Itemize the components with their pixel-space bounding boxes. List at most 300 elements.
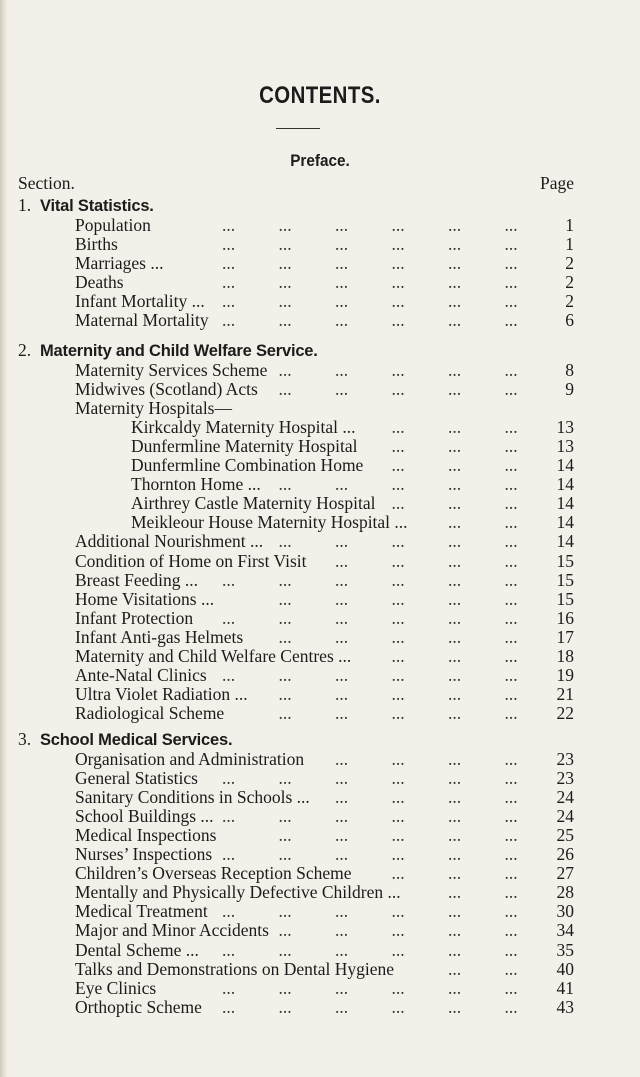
toc-entry-page: 22 <box>556 703 574 724</box>
toc-entry <box>131 512 574 532</box>
toc-entry-label: Dunfermline Combination Home <box>131 455 364 475</box>
leader-dot-group: ... <box>448 310 462 330</box>
leader-dot-group: ... <box>278 214 292 235</box>
leader-dot-group: ... <box>504 786 518 807</box>
leader-dot-group: ... <box>504 863 518 884</box>
leader-dot-group: ... <box>448 824 462 845</box>
toc-entry-label: Maternity Services Scheme <box>75 359 268 380</box>
leader-dot-group: ... <box>391 996 405 1017</box>
toc-entry-label: Dunfermline Maternity Hospital <box>131 435 358 456</box>
section-column-header: Section. <box>18 173 75 193</box>
section-title: Maternity and Child Welfare Service. <box>40 342 318 360</box>
toc-entry <box>75 684 574 704</box>
leader-dot-group: ... <box>448 569 462 590</box>
section-title: Vital Statistics. <box>40 197 154 215</box>
toc-entry-label: Airthrey Castle Maternity Hospital <box>131 493 376 514</box>
toc-entry-label: Kirkcaldy Maternity Hospital ... <box>131 416 356 437</box>
toc-entry-page: 9 <box>565 378 574 399</box>
leader-dot-group: ... <box>222 844 236 864</box>
leader-dot-group: ... <box>448 684 462 705</box>
leader-dot-group: ... <box>504 359 518 380</box>
leader-dot-group: ... <box>391 569 405 590</box>
leader-dot-group: ... <box>335 748 349 769</box>
leader-dot-group: ... <box>448 252 462 273</box>
leader-dot-group: ... <box>504 474 518 495</box>
toc-entry <box>75 310 574 330</box>
toc-entry-label: Meikleour House Maternity Hospital ... <box>131 512 408 533</box>
toc-entry-page: 27 <box>556 863 574 884</box>
toc-entry-page: 14 <box>556 474 574 495</box>
leader-dot-group: ... <box>278 531 292 552</box>
toc-entry-label: Midwives (Scotland) Acts <box>75 378 258 399</box>
toc-entry <box>75 589 574 609</box>
leader-dot-group: ... <box>391 531 405 552</box>
leader-dot-group: ... <box>278 233 292 254</box>
leader-dot-group: ... <box>504 996 518 1017</box>
toc-entry-label: Medical Inspections <box>75 824 217 845</box>
leader-dot-group: ... <box>278 684 292 705</box>
leader-dot-group: ... <box>278 920 292 941</box>
toc-entry <box>75 863 574 883</box>
leader-dot-group: ... <box>504 252 518 273</box>
leader-dot-group: ... <box>391 359 405 380</box>
leader-dot-group: ... <box>448 996 462 1017</box>
leader-dot-group: ... <box>504 882 518 903</box>
leader-dot-group: ... <box>504 493 518 514</box>
toc-entry <box>75 665 574 685</box>
leader-dot-group: ... <box>335 252 349 273</box>
leader-dot-group: ... <box>278 767 292 788</box>
toc-entry-label: School Buildings ... <box>75 805 214 826</box>
leader-dot-group: ... <box>222 977 236 998</box>
toc-entry-label: Infant Anti-gas Helmets <box>75 626 244 647</box>
leader-dot-group: ... <box>222 214 236 235</box>
toc-entry-page: 24 <box>556 805 574 826</box>
leader-dot-group: ... <box>448 550 462 571</box>
leader-dot-group: ... <box>335 378 349 399</box>
toc-entry-label: Talks and Demonstrations on Dental Hygiene <box>75 958 395 979</box>
leader-dot-group: ... <box>278 901 292 922</box>
toc-entry <box>75 703 574 723</box>
toc-entry <box>75 978 574 998</box>
leader-dot-group: ... <box>335 626 349 647</box>
leader-dot-group: ... <box>448 665 462 686</box>
leader-dot-group: ... <box>335 844 349 864</box>
toc-entry-page: 1 <box>565 214 574 235</box>
toc-entry <box>75 940 574 960</box>
toc-entry <box>75 749 574 769</box>
leader-dot-group: ... <box>391 493 405 514</box>
leader-dot-group: ... <box>278 824 292 845</box>
toc-entry-page: 34 <box>556 920 574 941</box>
toc-entry-label: Infant Mortality ... <box>75 290 205 311</box>
toc-entry-page: 15 <box>556 588 574 609</box>
leader-dot-group: ... <box>504 977 518 998</box>
leader-dot-group: ... <box>504 824 518 845</box>
leader-dot-group: ... <box>448 939 462 960</box>
leader-dot-group: ... <box>391 290 405 311</box>
leader-dot-group: ... <box>448 920 462 941</box>
section-title: School Medical Services. <box>40 731 233 749</box>
toc-entry <box>75 570 574 590</box>
leader-dot-group: ... <box>448 271 462 292</box>
toc-entry-page: 2 <box>565 252 574 273</box>
leader-dot-group: ... <box>448 512 462 533</box>
leader-dot-group: ... <box>504 646 518 666</box>
leader-dot-group: ... <box>448 233 462 254</box>
toc-entry-label: Condition of Home on First Visit <box>75 550 307 571</box>
leader-dot-group: ... <box>391 901 405 922</box>
leader-dot-group: ... <box>222 233 236 254</box>
leader-dot-group: ... <box>391 939 405 960</box>
toc-entry-page: 35 <box>556 939 574 960</box>
leader-dot-group: ... <box>504 767 518 788</box>
leader-dot-group: ... <box>504 684 518 705</box>
leader-dot-group: ... <box>278 271 292 292</box>
leader-dot-group: ... <box>278 844 292 864</box>
toc-entry-label: Children’s Overseas Reception Scheme <box>75 863 352 884</box>
toc-entry-page: 16 <box>556 607 574 628</box>
toc-entry-page: 2 <box>565 290 574 311</box>
leader-dot-group: ... <box>391 703 405 724</box>
leader-dot-group: ... <box>448 901 462 922</box>
leader-dot-group: ... <box>391 626 405 647</box>
page-edge-shadow <box>0 0 8 1077</box>
leader-dot-group: ... <box>504 233 518 254</box>
toc-entry <box>131 493 574 513</box>
leader-dot-group: ... <box>504 416 518 437</box>
leader-dot-group: ... <box>335 767 349 788</box>
leader-dot-group: ... <box>504 844 518 864</box>
leader-dot-group: ... <box>222 767 236 788</box>
toc-entry-label: Organisation and Administration <box>75 748 305 769</box>
toc-entry <box>75 844 574 864</box>
toc-entry-label: Deaths <box>75 271 124 292</box>
leader-dot-group: ... <box>222 271 236 292</box>
section-number: 2. <box>18 340 32 360</box>
toc-entry <box>75 882 574 902</box>
leader-dot-group: ... <box>504 512 518 533</box>
toc-entry <box>131 455 574 475</box>
leader-dot-group: ... <box>222 252 236 273</box>
page-column-header: Page <box>539 173 574 193</box>
leader-dot-group: ... <box>335 920 349 941</box>
toc-entry-page: 41 <box>556 977 574 998</box>
leader-dot-group: ... <box>278 996 292 1017</box>
leader-dot-group: ... <box>448 214 462 235</box>
toc-entry-label: Population <box>75 214 151 235</box>
toc-entry-label: Thornton Home ... <box>131 474 261 495</box>
leader-dot-group: ... <box>504 378 518 399</box>
leader-dot-group: ... <box>391 378 405 399</box>
toc-entry-label: Dental Scheme ... <box>75 939 199 960</box>
leader-dot-group: ... <box>504 588 518 609</box>
leader-dot-group: ... <box>391 844 405 864</box>
toc-entry-page: 40 <box>556 958 574 979</box>
leader-dot-group: ... <box>391 920 405 941</box>
toc-entry <box>75 253 574 273</box>
toc-entry <box>131 474 574 494</box>
leader-dot-group: ... <box>448 531 462 552</box>
toc-entry <box>75 787 574 807</box>
leader-dot-group: ... <box>448 863 462 884</box>
leader-dot-group: ... <box>335 901 349 922</box>
leader-dot-group: ... <box>504 607 518 628</box>
toc-entry-page: 13 <box>556 416 574 437</box>
leader-dot-group: ... <box>278 359 292 380</box>
toc-entry-label: Sanitary Conditions in Schools ... <box>75 786 310 807</box>
leader-dot-group: ... <box>335 588 349 609</box>
leader-dot-group: ... <box>391 214 405 235</box>
leader-dot-group: ... <box>278 939 292 960</box>
leader-dot-group: ... <box>335 474 349 495</box>
toc-entry-page: 28 <box>556 882 574 903</box>
leader-dot-group: ... <box>278 703 292 724</box>
leader-dot-group: ... <box>391 252 405 273</box>
leader-dot-group: ... <box>278 607 292 628</box>
leader-dot-group: ... <box>504 805 518 826</box>
leader-dot-group: ... <box>335 996 349 1017</box>
title-rule <box>276 128 320 129</box>
toc-entry-page: 14 <box>556 493 574 514</box>
toc-entry-label: Mentally and Physically Defective Children ... <box>75 882 401 903</box>
toc-entry <box>75 920 574 940</box>
leader-dot-group: ... <box>448 626 462 647</box>
leader-dot-group: ... <box>335 271 349 292</box>
leader-dot-group: ... <box>222 665 236 686</box>
leader-dot-group: ... <box>448 646 462 666</box>
toc-entry-page: 15 <box>556 550 574 571</box>
section-number: 1. <box>18 195 32 215</box>
leader-dot-group: ... <box>335 310 349 330</box>
leader-dot-group: ... <box>448 786 462 807</box>
toc-entry <box>75 531 574 551</box>
leader-dot-group: ... <box>335 805 349 826</box>
leader-dot-group: ... <box>391 474 405 495</box>
leader-dot-group: ... <box>335 607 349 628</box>
leader-dot-group: ... <box>448 748 462 769</box>
leader-dot-group: ... <box>278 626 292 647</box>
toc-entry-label: Additional Nourishment ... <box>75 531 264 552</box>
leader-dot-group: ... <box>391 310 405 330</box>
toc-entry-page: 13 <box>556 435 574 456</box>
leader-dot-group: ... <box>504 901 518 922</box>
leader-dot-group: ... <box>335 703 349 724</box>
leader-dot-group: ... <box>504 703 518 724</box>
leader-dot-group: ... <box>335 977 349 998</box>
leader-dot-group: ... <box>448 805 462 826</box>
leader-dot-group: ... <box>278 665 292 686</box>
toc-entry-page: 8 <box>565 359 574 380</box>
leader-dot-group: ... <box>504 920 518 941</box>
leader-dot-group: ... <box>504 435 518 456</box>
leader-dot-group: ... <box>391 786 405 807</box>
leader-dot-group: ... <box>391 684 405 705</box>
toc-entry <box>75 272 574 292</box>
section-heading <box>18 340 318 361</box>
toc-entry-label: Infant Protection <box>75 607 194 628</box>
leader-dot-group: ... <box>278 588 292 609</box>
preface-heading: Preface. <box>290 151 350 170</box>
leader-dot-group: ... <box>335 665 349 686</box>
leader-dot-group: ... <box>222 569 236 590</box>
toc-entry-page: 2 <box>565 271 574 292</box>
toc-entry-page: 30 <box>556 901 574 922</box>
leader-dot-group: ... <box>448 435 462 456</box>
toc-entry-label: Maternity Hospitals— <box>75 397 232 418</box>
leader-dot-group: ... <box>448 767 462 788</box>
leader-dot-group: ... <box>222 939 236 960</box>
toc-entry-page: 17 <box>556 626 574 647</box>
leader-dot-group: ... <box>448 588 462 609</box>
toc-entry <box>75 379 574 399</box>
leader-dot-group: ... <box>391 805 405 826</box>
toc-entry <box>75 825 574 845</box>
leader-dot-group: ... <box>391 646 405 666</box>
toc-entry-label: Marriages ... <box>75 252 164 273</box>
leader-dot-group: ... <box>335 290 349 311</box>
leader-dot-group: ... <box>391 455 405 475</box>
toc-entry <box>75 608 574 628</box>
leader-dot-group: ... <box>391 271 405 292</box>
section-heading <box>18 195 154 216</box>
leader-dot-group: ... <box>504 569 518 590</box>
leader-dot-group: ... <box>222 290 236 311</box>
leader-dot-group: ... <box>504 748 518 769</box>
leader-dot-group: ... <box>335 550 349 571</box>
leader-dot-group: ... <box>391 588 405 609</box>
leader-dot-group: ... <box>504 939 518 960</box>
leader-dot-group: ... <box>448 378 462 399</box>
leader-dot-group: ... <box>335 233 349 254</box>
toc-entry <box>75 768 574 788</box>
leader-dot-group: ... <box>448 703 462 724</box>
toc-entry-label: Maternal Mortality <box>75 310 209 330</box>
leader-dot-group: ... <box>504 958 518 979</box>
toc-entry-label: Maternity and Child Welfare Centres ... <box>75 646 352 666</box>
leader-dot-group: ... <box>278 290 292 311</box>
leader-dot-group: ... <box>222 901 236 922</box>
toc-entry-label: Eye Clinics <box>75 977 157 998</box>
leader-dot-group: ... <box>504 271 518 292</box>
leader-dot-group: ... <box>391 665 405 686</box>
toc-entry-page: 6 <box>565 310 574 330</box>
toc-entry-page: 19 <box>556 665 574 686</box>
toc-entry-page: 15 <box>556 569 574 590</box>
leader-dot-group: ... <box>448 290 462 311</box>
leader-dot-group: ... <box>448 977 462 998</box>
leader-dot-group: ... <box>391 233 405 254</box>
toc-entry-page: 23 <box>556 767 574 788</box>
leader-dot-group: ... <box>391 550 405 571</box>
toc-entry-label: Ultra Violet Radiation ... <box>75 684 248 705</box>
leader-dot-group: ... <box>278 474 292 495</box>
toc-entry <box>75 627 574 647</box>
leader-dot-group: ... <box>335 214 349 235</box>
toc-entry-page: 24 <box>556 786 574 807</box>
toc-entry-page: 14 <box>556 455 574 475</box>
leader-dot-group: ... <box>391 977 405 998</box>
leader-dot-group: ... <box>504 665 518 686</box>
toc-entry-page: 14 <box>556 512 574 533</box>
leader-dot-group: ... <box>504 626 518 647</box>
toc-entry-page: 18 <box>556 646 574 666</box>
leader-dot-group: ... <box>504 310 518 330</box>
section-heading <box>18 729 232 750</box>
toc-entry-label: General Statistics <box>75 767 198 788</box>
leader-dot-group: ... <box>448 359 462 380</box>
leader-dot-group: ... <box>448 493 462 514</box>
leader-dot-group: ... <box>504 455 518 475</box>
leader-dot-group: ... <box>504 214 518 235</box>
leader-dot-group: ... <box>335 531 349 552</box>
toc-entry-page: 43 <box>556 996 574 1017</box>
leader-dot-group: ... <box>222 607 236 628</box>
leader-dot-group: ... <box>335 359 349 380</box>
leader-dot-group: ... <box>391 748 405 769</box>
toc-entry <box>75 215 574 235</box>
toc-entry-label: Major and Minor Accidents <box>75 920 269 941</box>
leader-dot-group: ... <box>335 939 349 960</box>
leader-dot-group: ... <box>278 805 292 826</box>
toc-entry <box>75 806 574 826</box>
toc-entry-label: Orthoptic Scheme <box>75 996 202 1017</box>
leader-dot-group: ... <box>335 786 349 807</box>
leader-dot-group: ... <box>448 416 462 437</box>
toc-entry-page: 25 <box>556 824 574 845</box>
toc-entry <box>75 234 574 254</box>
toc-entry-page: 14 <box>556 531 574 552</box>
leader-dot-group: ... <box>391 416 405 437</box>
leader-dot-group: ... <box>335 684 349 705</box>
leader-dot-group: ... <box>448 844 462 864</box>
leader-dot-group: ... <box>391 435 405 456</box>
section-number: 3. <box>18 729 32 749</box>
toc-entry-label: Home Visitations ... <box>75 588 215 609</box>
leader-dot-group: ... <box>448 474 462 495</box>
leader-dot-group: ... <box>504 531 518 552</box>
toc-entry <box>75 291 574 311</box>
toc-entry <box>75 551 574 571</box>
leader-dot-group: ... <box>504 550 518 571</box>
toc-entry-label: Breast Feeding ... <box>75 569 198 590</box>
leader-dot-group: ... <box>278 569 292 590</box>
leader-dot-group: ... <box>335 569 349 590</box>
toc-entry <box>75 360 574 380</box>
toc-entry <box>75 997 574 1017</box>
leader-dot-group: ... <box>335 824 349 845</box>
toc-entry <box>131 436 574 456</box>
leader-dot-group: ... <box>391 863 405 884</box>
leader-dot-group: ... <box>278 378 292 399</box>
leader-dot-group: ... <box>448 882 462 903</box>
leader-dot-group: ... <box>448 607 462 628</box>
toc-entry-page: 1 <box>565 233 574 254</box>
leader-dot-group: ... <box>278 252 292 273</box>
toc-entry-label: Nurses’ Inspections <box>75 844 213 864</box>
leader-dot-group: ... <box>278 977 292 998</box>
toc-entry <box>131 417 574 437</box>
toc-entry-label: Births <box>75 233 118 254</box>
toc-entry-page: 26 <box>556 844 574 864</box>
leader-dot-group: ... <box>222 805 236 826</box>
leader-dot-group: ... <box>391 607 405 628</box>
leader-dot-group: ... <box>504 290 518 311</box>
toc-entry-page: 21 <box>556 684 574 705</box>
toc-entry-page: 23 <box>556 748 574 769</box>
toc-entry-label: Radiological Scheme <box>75 703 225 724</box>
page-title: CONTENTS. <box>259 82 381 109</box>
